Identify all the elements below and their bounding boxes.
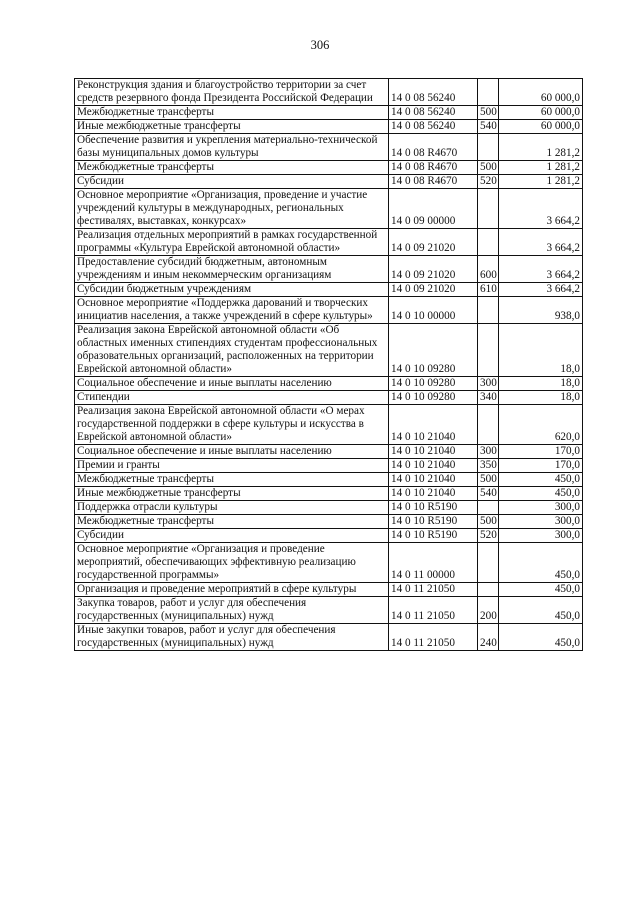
row-expense-type: 350 bbox=[478, 459, 499, 473]
row-name: Социальное обеспечение и иные выплаты населению bbox=[75, 445, 389, 459]
row-sum: 1 281,2 bbox=[499, 161, 583, 175]
row-expense-type bbox=[478, 543, 499, 583]
row-code: 14 0 10 21040 bbox=[389, 405, 478, 445]
row-sum: 450,0 bbox=[499, 473, 583, 487]
row-expense-type bbox=[478, 583, 499, 597]
row-code: 14 0 08 56240 bbox=[389, 120, 478, 134]
table-row bbox=[75, 405, 583, 445]
row-code: 14 0 09 00000 bbox=[389, 189, 478, 229]
row-code: 14 0 09 21020 bbox=[389, 283, 478, 297]
budget-table bbox=[74, 78, 583, 651]
row-expense-type: 300 bbox=[478, 377, 499, 391]
row-sum: 938,0 bbox=[499, 297, 583, 324]
row-code: 14 0 10 21040 bbox=[389, 473, 478, 487]
table-row bbox=[75, 256, 583, 283]
row-expense-type: 500 bbox=[478, 515, 499, 529]
row-expense-type: 300 bbox=[478, 445, 499, 459]
row-name: Иные межбюджетные трансферты bbox=[75, 487, 389, 501]
row-sum: 18,0 bbox=[499, 391, 583, 405]
row-code: 14 0 08 R4670 bbox=[389, 161, 478, 175]
row-name: Субсидии бюджетным учреждениям bbox=[75, 283, 389, 297]
table-row bbox=[75, 134, 583, 161]
row-expense-type: 520 bbox=[478, 529, 499, 543]
row-code: 14 0 09 21020 bbox=[389, 256, 478, 283]
row-sum: 60 000,0 bbox=[499, 79, 583, 106]
row-name: Субсидии bbox=[75, 529, 389, 543]
page-number: 306 bbox=[310, 38, 330, 52]
row-sum: 18,0 bbox=[499, 377, 583, 391]
row-name: Социальное обеспечение и иные выплаты населению bbox=[75, 377, 389, 391]
row-sum: 3 664,2 bbox=[499, 256, 583, 283]
row-name: Предоставление субсидий бюджетным, автономным учреждениям и иным некоммерческим организациям bbox=[75, 256, 389, 283]
row-name: Межбюджетные трансферты bbox=[75, 161, 389, 175]
row-name: Реконструкция здания и благоустройство территории за счет средств резервного фонда Президента Российской Федерации bbox=[75, 79, 389, 106]
table-row bbox=[75, 106, 583, 120]
row-sum: 3 664,2 bbox=[499, 229, 583, 256]
table-row bbox=[75, 473, 583, 487]
row-code: 14 0 10 R5190 bbox=[389, 501, 478, 515]
row-sum: 450,0 bbox=[499, 624, 583, 651]
table-row bbox=[75, 459, 583, 473]
row-code: 14 0 11 21050 bbox=[389, 597, 478, 624]
table-row bbox=[75, 501, 583, 515]
row-sum: 300,0 bbox=[499, 501, 583, 515]
row-sum: 450,0 bbox=[499, 583, 583, 597]
row-sum: 60 000,0 bbox=[499, 106, 583, 120]
row-expense-type bbox=[478, 189, 499, 229]
row-expense-type: 540 bbox=[478, 120, 499, 134]
row-sum: 1 281,2 bbox=[499, 134, 583, 161]
row-sum: 300,0 bbox=[499, 529, 583, 543]
row-expense-type bbox=[478, 297, 499, 324]
table-row bbox=[75, 120, 583, 134]
row-expense-type bbox=[478, 134, 499, 161]
row-name: Закупка товаров, работ и услуг для обеспечения государственных (муниципальных) нужд bbox=[75, 597, 389, 624]
table-row bbox=[75, 487, 583, 501]
row-expense-type bbox=[478, 79, 499, 106]
row-sum: 450,0 bbox=[499, 597, 583, 624]
row-sum: 300,0 bbox=[499, 515, 583, 529]
row-name: Стипендии bbox=[75, 391, 389, 405]
row-code: 14 0 11 21050 bbox=[389, 624, 478, 651]
row-sum: 18,0 bbox=[499, 324, 583, 377]
row-expense-type: 500 bbox=[478, 473, 499, 487]
table-row bbox=[75, 377, 583, 391]
row-name: Межбюджетные трансферты bbox=[75, 515, 389, 529]
row-code: 14 0 11 00000 bbox=[389, 543, 478, 583]
row-name: Иные межбюджетные трансферты bbox=[75, 120, 389, 134]
row-name: Основное мероприятие «Поддержка дарований и творческих инициатив населения, а также учреждений в сфере культуры» bbox=[75, 297, 389, 324]
row-code: 14 0 08 56240 bbox=[389, 106, 478, 120]
row-sum: 170,0 bbox=[499, 459, 583, 473]
row-code: 14 0 10 09280 bbox=[389, 324, 478, 377]
row-expense-type: 600 bbox=[478, 256, 499, 283]
table-row bbox=[75, 597, 583, 624]
row-name: Реализация отдельных мероприятий в рамках государственной программы «Культура Еврейской автономной области» bbox=[75, 229, 389, 256]
row-name: Основное мероприятие «Организация, проведение и участие учреждений культуры в международных, региональных фестивалях, выставках, конкурсах» bbox=[75, 189, 389, 229]
row-expense-type bbox=[478, 229, 499, 256]
row-code: 14 0 10 09280 bbox=[389, 391, 478, 405]
row-name: Иные закупки товаров, работ и услуг для обеспечения государственных (муниципальных) нужд bbox=[75, 624, 389, 651]
row-expense-type bbox=[478, 324, 499, 377]
row-expense-type: 610 bbox=[478, 283, 499, 297]
row-name: Поддержка отрасли культуры bbox=[75, 501, 389, 515]
row-sum: 60 000,0 bbox=[499, 120, 583, 134]
table-row bbox=[75, 543, 583, 583]
row-sum: 1 281,2 bbox=[499, 175, 583, 189]
table-row bbox=[75, 624, 583, 651]
row-expense-type: 500 bbox=[478, 161, 499, 175]
row-expense-type: 520 bbox=[478, 175, 499, 189]
table-row bbox=[75, 189, 583, 229]
row-name: Реализация закона Еврейской автономной области «О мерах государственной поддержки в сфере культуры и искусства в Еврейской автономной области» bbox=[75, 405, 389, 445]
row-sum: 620,0 bbox=[499, 405, 583, 445]
table-row bbox=[75, 583, 583, 597]
row-expense-type bbox=[478, 405, 499, 445]
table-row bbox=[75, 297, 583, 324]
table-row bbox=[75, 229, 583, 256]
table-row bbox=[75, 515, 583, 529]
row-name: Межбюджетные трансферты bbox=[75, 106, 389, 120]
row-expense-type: 500 bbox=[478, 106, 499, 120]
row-sum: 3 664,2 bbox=[499, 189, 583, 229]
row-name: Организация и проведение мероприятий в сфере культуры bbox=[75, 583, 389, 597]
row-code: 14 0 11 21050 bbox=[389, 583, 478, 597]
row-code: 14 0 08 R4670 bbox=[389, 134, 478, 161]
table-row bbox=[75, 79, 583, 106]
row-code: 14 0 10 21040 bbox=[389, 445, 478, 459]
row-name: Премии и гранты bbox=[75, 459, 389, 473]
table-row bbox=[75, 161, 583, 175]
table-row bbox=[75, 529, 583, 543]
table-row bbox=[75, 391, 583, 405]
row-name: Межбюджетные трансферты bbox=[75, 473, 389, 487]
table-row bbox=[75, 283, 583, 297]
row-expense-type: 540 bbox=[478, 487, 499, 501]
row-sum: 3 664,2 bbox=[499, 283, 583, 297]
row-code: 14 0 10 00000 bbox=[389, 297, 478, 324]
row-expense-type bbox=[478, 501, 499, 515]
row-expense-type: 240 bbox=[478, 624, 499, 651]
row-name: Реализация закона Еврейской автономной области «Об областных именных стипендиях студентам профессиональных образовательных организаций, расположенных на территории Еврейской автономной области» bbox=[75, 324, 389, 377]
row-expense-type: 200 bbox=[478, 597, 499, 624]
row-code: 14 0 10 09280 bbox=[389, 377, 478, 391]
table-row bbox=[75, 175, 583, 189]
row-code: 14 0 10 21040 bbox=[389, 487, 478, 501]
row-name: Обеспечение развития и укрепления материально-технической базы муниципальных домов культуры bbox=[75, 134, 389, 161]
row-code: 14 0 09 21020 bbox=[389, 229, 478, 256]
row-code: 14 0 08 56240 bbox=[389, 79, 478, 106]
row-code: 14 0 08 R4670 bbox=[389, 175, 478, 189]
row-sum: 450,0 bbox=[499, 487, 583, 501]
row-sum: 170,0 bbox=[499, 445, 583, 459]
row-name: Субсидии bbox=[75, 175, 389, 189]
table-row bbox=[75, 324, 583, 377]
budget-table-body bbox=[75, 79, 583, 651]
row-code: 14 0 10 R5190 bbox=[389, 515, 478, 529]
row-expense-type: 340 bbox=[478, 391, 499, 405]
row-code: 14 0 10 R5190 bbox=[389, 529, 478, 543]
row-name: Основное мероприятие «Организация и проведение мероприятий, обеспечивающих эффективную реализацию государственной программы» bbox=[75, 543, 389, 583]
row-code: 14 0 10 21040 bbox=[389, 459, 478, 473]
table-row bbox=[75, 445, 583, 459]
row-sum: 450,0 bbox=[499, 543, 583, 583]
